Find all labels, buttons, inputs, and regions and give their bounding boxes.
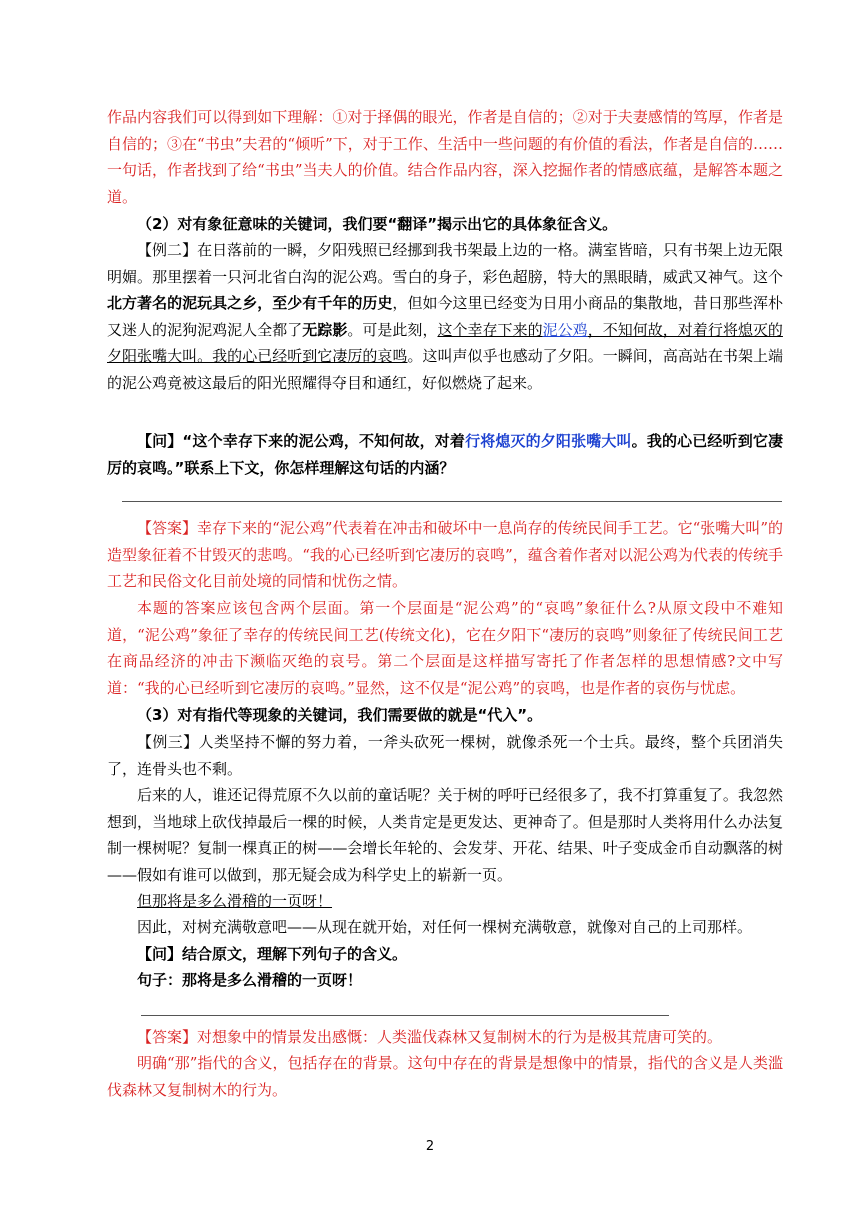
question-3: 【问】结合原文，理解下列句子的含义。	[137, 945, 408, 963]
example-2-bold-a: 北方著名的泥玩具之乡，至少有千年的历史	[107, 294, 393, 312]
answer-3-main: 【答案】对想象中的情景发出感慨：人类滥伐森林又复制树木的行为是极其荒唐可笑的。	[137, 1028, 723, 1046]
heading-symbol-keywords: （2）对有象征意味的关键词，我们要“翻译”揭示出它的具体象征含义。	[137, 215, 618, 233]
question-2	[107, 428, 783, 481]
answer-line-1	[122, 501, 782, 502]
example-3-para-1: 【例三】人类坚持不懈的努力着，一斧头砍死一棵树，就像杀死一个士兵。最终，整个兵团消失了，连骨头也不剩。	[107, 733, 783, 778]
question-2-text-c: 。我的心已经听到它凄厉的哀鸣。”联系上下文，你怎样理解这句话的内涵？	[107, 432, 783, 477]
answer-3-explanation: 明确“那”指代的含义，包括存在的背景。这句中存在的背景是想像中的情景，指代的含义是人类滥伐森林又复制树木的行为。	[107, 1054, 783, 1099]
question-3-sentence: 句子：那将是多么滑稽的一页呀！	[137, 971, 363, 989]
analysis-paragraph-1: 作品内容我们可以得到如下理解：①对于择偶的眼光，作者是自信的；②对于夫妻感情的笃厚，作者是自信的；③在“书虫”夫君的“倾听”下，对于工作、生活中一些问题的有价值的看法，作者是自信的……一句话，作者找到了给“书虫”当夫人的价值。结合作品内容，深入挖掘作者的情感底蕴，是解答本题之道。	[107, 108, 783, 206]
example-2-passage	[107, 237, 783, 396]
example-3-para-3	[107, 888, 783, 915]
example-2-text-e: 。可是此刻，	[347, 320, 438, 339]
example-3-underlined-sentence: 但那将是多么滑稽的一页呀！	[137, 892, 333, 910]
heading-reference-keywords: （3）对有指代等现象的关键词，我们需要做的就是“代入”。	[137, 706, 543, 724]
example-3-para-4: 因此，对树充满敬意吧——从现在就开始，对任何一棵树充满敬意，就像对自己的上司那样。	[137, 918, 753, 936]
example-2-underlined-rooster: 泥公鸡	[542, 320, 588, 339]
example-2-text-c: ，但如今这里已经变为日用小商品的集散地，昔日那些浑朴又迷人的泥狗泥鸡泥人全都了	[107, 294, 783, 339]
question-2-text-a: 【问】“这个幸存下来的泥公鸡，不知何故，对着	[137, 432, 466, 450]
page-number: 2	[425, 1139, 435, 1154]
example-3-para-2: 后来的人，谁还记得荒原不久以前的童话呢？关于树的呼吁已经很多了，我不打算重复了。我忽然想到，当地球上砍伐掉最后一棵的时候，人类肯定是更发达、更神奇了。但是那时人类将用什么办法复制一棵树呢？复制一棵真正的树——会增长年轮的、会发芽、开花、结果、叶子变成金币自动飘落的树——假如有谁可以做到，那无疑会成为科学史上的崭新一页。	[107, 786, 783, 884]
example-2-text-a: 【例二】在日落前的一瞬，夕阳残照已经挪到我书架最上边的一格。满室皆暗，只有书架上边无限明媚。那里摆着一只河北省白沟的泥公鸡。雪白的身子，彩色超膀，特大的黑眼睛，威武又神气。这个	[107, 241, 783, 286]
example-2-text-i: 。这叫声似乎也感动了夕阳。一瞬间，高高站在书架上端的泥公鸡竟被这最后的阳光照耀得夺目和通红，好似燃烧了起来。	[107, 347, 783, 392]
answer-line-2	[141, 1015, 669, 1016]
example-2-underlined-b: ，不知何故，对着行将熄灭的夕阳张嘴大叫。我的心已经听到它凄厉的哀鸣	[107, 320, 783, 365]
answer-2-explanation: 本题的答案应该包含两个层面。第一个层面是“泥公鸡”的“哀鸣”象征什么?从原文段中不难知道，“泥公鸡”象征了幸存的传统民间工艺(传统文化)，它在夕阳下“凄厉的哀鸣”则象征了传统民间工艺在商品经济的冲击下濒临灭绝的哀号。第二个层面是这样描写寄托了作者怎样的思想情感?文中写道：“我的心已经听到它凄厉的哀鸣。”显然，这不仅是“泥公鸡”的哀鸣，也是作者的哀伤与忧虑。	[107, 599, 783, 697]
answer-2-main: 【答案】幸存下来的“泥公鸡”代表着在冲击和破坏中一息尚存的传统民间手工艺。它“张嘴大叫”的造型象征着不甘毁灭的悲鸣。“我的心已经听到它凄厉的哀鸣”，蕴含着作者对以泥公鸡为代表的传统手工艺和民俗文化目前处境的同情和忧伤之情。	[107, 519, 783, 590]
question-2-highlight: 行将熄灭的夕阳张嘴大叫	[465, 432, 632, 450]
example-2-bold-b: 无踪影	[302, 320, 348, 339]
example-2-underlined-a: 这个幸存下来的	[437, 320, 543, 339]
